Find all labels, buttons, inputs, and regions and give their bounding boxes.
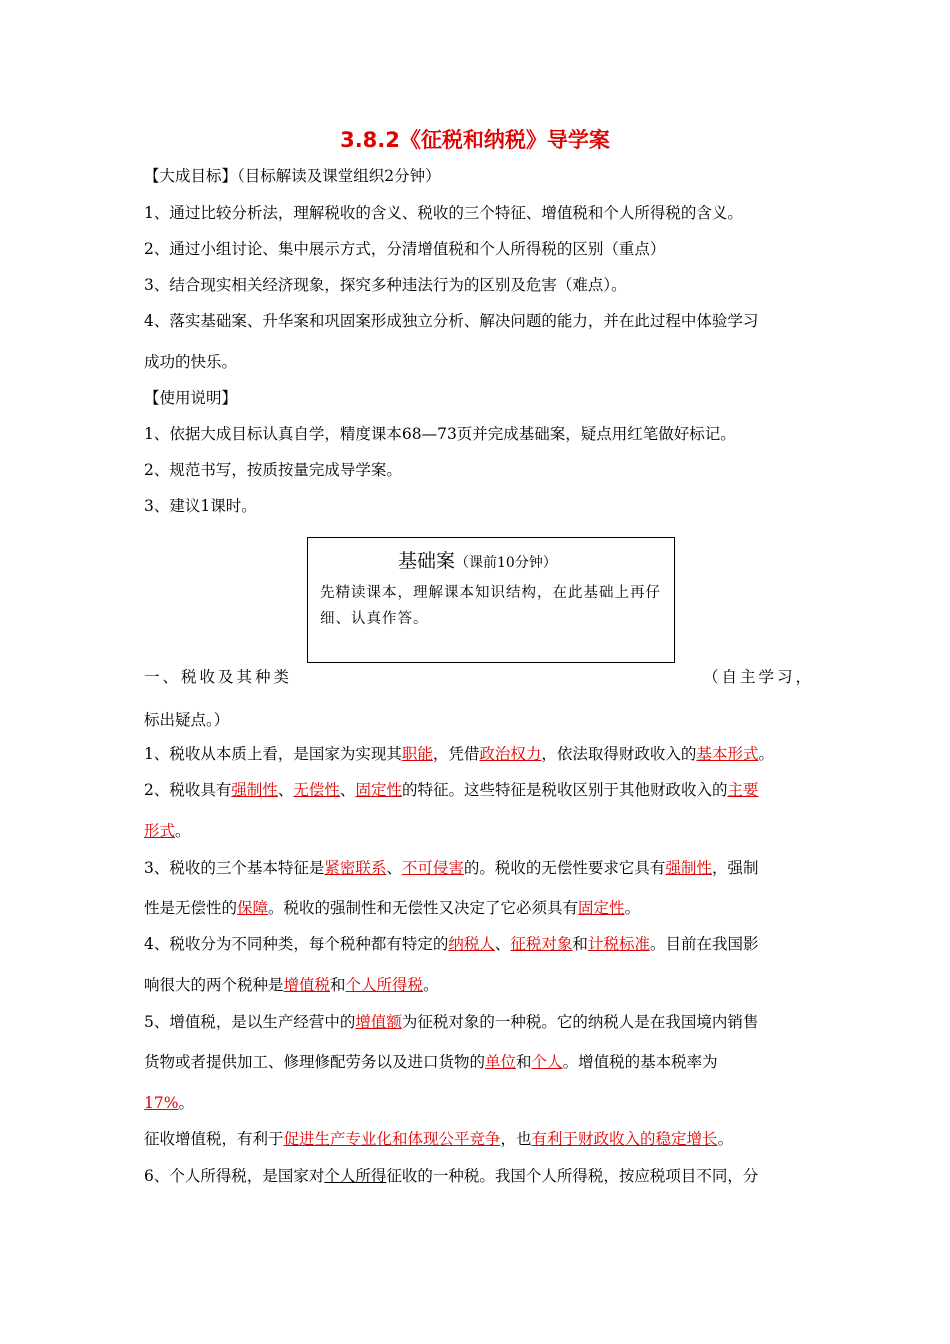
text: 。 — [175, 822, 191, 840]
text: 。税收的强制性和无偿性又决定了它必须具有 — [268, 899, 579, 917]
basic-case-instructions: 先精读课本，理解课本知识结构，在此基础上再仔细、认真作答。 — [320, 585, 661, 627]
usage-item-2: 2、规范书写，按质按量完成导学案。 — [144, 461, 402, 479]
answer: 强制性 — [665, 859, 712, 877]
para-4-cont — [144, 975, 439, 995]
section-note-cont: 标出疑点。） — [144, 711, 230, 729]
answer: 主要 — [727, 781, 759, 799]
usage-item-3: 3、建议1课时。 — [144, 497, 257, 515]
text: 5、增值税，是以生产经营中的 — [144, 1013, 356, 1031]
para-5-cont — [144, 1052, 718, 1072]
text: ，依法取得财政收入的 — [541, 745, 697, 763]
goal-item-4-cont: 成功的快乐。 — [144, 353, 238, 371]
text: 响很大的两个税种是 — [144, 976, 284, 994]
answer: 形式 — [144, 822, 176, 840]
answer: 固定性 — [355, 781, 402, 799]
para-5-rate — [144, 1093, 194, 1113]
text: 3、税收的三个基本特征是 — [144, 859, 325, 877]
basic-case-title — [398, 546, 557, 573]
basic-case-box — [307, 537, 675, 663]
para-3 — [144, 858, 758, 878]
text: ，强制 — [711, 859, 759, 877]
text: 和 — [572, 935, 588, 953]
answer: 促进生产专业化和体现公平竞争 — [283, 1130, 501, 1148]
para-2-cont — [144, 821, 191, 841]
answer: 计税标准 — [587, 935, 650, 953]
answer: 基本形式 — [696, 745, 759, 763]
para-2 — [144, 780, 758, 800]
goal-item-2: 2、通过小组讨论、集中展示方式，分清增值税和个人所得税的区别（重点） — [144, 240, 666, 258]
goal-item-4: 4、落实基础案、升华案和巩固案形成独立分析、解决问题的能力，并在此过程中体验学习 — [144, 312, 759, 330]
goals-header: 【大成目标】（目标解读及课堂组织2分钟） — [144, 167, 441, 185]
text: 。 — [178, 1094, 194, 1112]
text: 的。税收的无偿性要求它具有 — [463, 859, 666, 877]
basic-case-time: （课前10分钟） — [455, 555, 557, 571]
text: 为征税对象的一种税。它的纳税人是在我国境内销售 — [401, 1013, 759, 1031]
text: 。增值税的基本税率为 — [562, 1053, 718, 1071]
answer: 有利于财政收入的稳定增长 — [531, 1130, 718, 1148]
text: 。 — [717, 1130, 734, 1148]
text: 性是无偿性的 — [144, 899, 238, 917]
para-5b — [144, 1129, 733, 1149]
answer: 增值税 — [283, 976, 331, 994]
answer: 单位 — [485, 1053, 517, 1071]
section-note: （自主学习， — [703, 668, 815, 686]
answer: 固定性 — [578, 899, 625, 917]
answer: 增值额 — [355, 1013, 402, 1031]
text: 。目前在我国影 — [649, 935, 759, 953]
text: 、 — [386, 859, 402, 877]
answer: 征税对象 — [510, 935, 573, 953]
goal-item-1: 1、通过比较分析法，理解税收的含义、税收的三个特征、增值税和个人所得税的含义。 — [144, 204, 743, 222]
answer: 不可侵害 — [401, 859, 464, 877]
text: 、 — [277, 781, 294, 799]
answer: 17% — [144, 1094, 179, 1112]
text: 货物或者提供加工、修理修配劳务以及进口货物的 — [144, 1053, 486, 1071]
text: 、 — [494, 935, 511, 953]
answer: 个人 — [531, 1053, 563, 1071]
para-3-cont — [144, 898, 640, 918]
text: 和 — [330, 976, 346, 994]
usage-item-1: 1、依据大成目标认真自学，精度课本68—73页并完成基础案，疑点用红笔做好标记。 — [144, 425, 736, 443]
text: 。 — [423, 976, 439, 994]
para-5 — [144, 1012, 758, 1032]
answer: 强制性 — [231, 781, 278, 799]
text: 4、税收分为不同种类，每个税种都有特定的 — [144, 935, 449, 953]
answer: 个人所得 — [324, 1167, 387, 1185]
answer: 个人所得税 — [345, 976, 424, 994]
page-title: 3.8.2《征税和纳税》导学案 — [340, 128, 610, 152]
section-heading: 一、税收及其种类 — [144, 668, 293, 686]
answer: 政治权力 — [479, 745, 542, 763]
text: 、 — [339, 781, 356, 799]
text: 2、税收具有 — [144, 781, 232, 799]
goal-item-3: 3、结合现实相关经济现象，探究多种违法行为的区别及危害（难点）。 — [144, 276, 627, 294]
answer: 保障 — [237, 899, 269, 917]
text: 的特征。这些特征是税收区别于其他财政收入的 — [401, 781, 728, 799]
para-6 — [144, 1166, 758, 1186]
answer: 无偿性 — [293, 781, 340, 799]
text: 6、个人所得税，是国家对 — [144, 1167, 325, 1185]
text: 征收增值税，有利于 — [144, 1130, 284, 1148]
answer: 纳税人 — [448, 935, 495, 953]
text: 征收的一种税。我国个人所得税，按应税项目不同，分 — [386, 1167, 759, 1185]
text: ，也 — [500, 1130, 532, 1148]
para-4 — [144, 934, 758, 954]
answer: 紧密联系 — [324, 859, 387, 877]
text: ，凭借 — [432, 745, 480, 763]
para-1 — [144, 744, 774, 764]
text: 和 — [516, 1053, 532, 1071]
text: 。 — [624, 899, 641, 917]
usage-header: 【使用说明】 — [144, 389, 238, 407]
answer: 职能 — [401, 745, 433, 763]
text: 1、税收从本质上看，是国家为实现其 — [144, 745, 402, 763]
basic-case-label: 基础案 — [398, 550, 456, 572]
text: 。 — [758, 745, 774, 763]
